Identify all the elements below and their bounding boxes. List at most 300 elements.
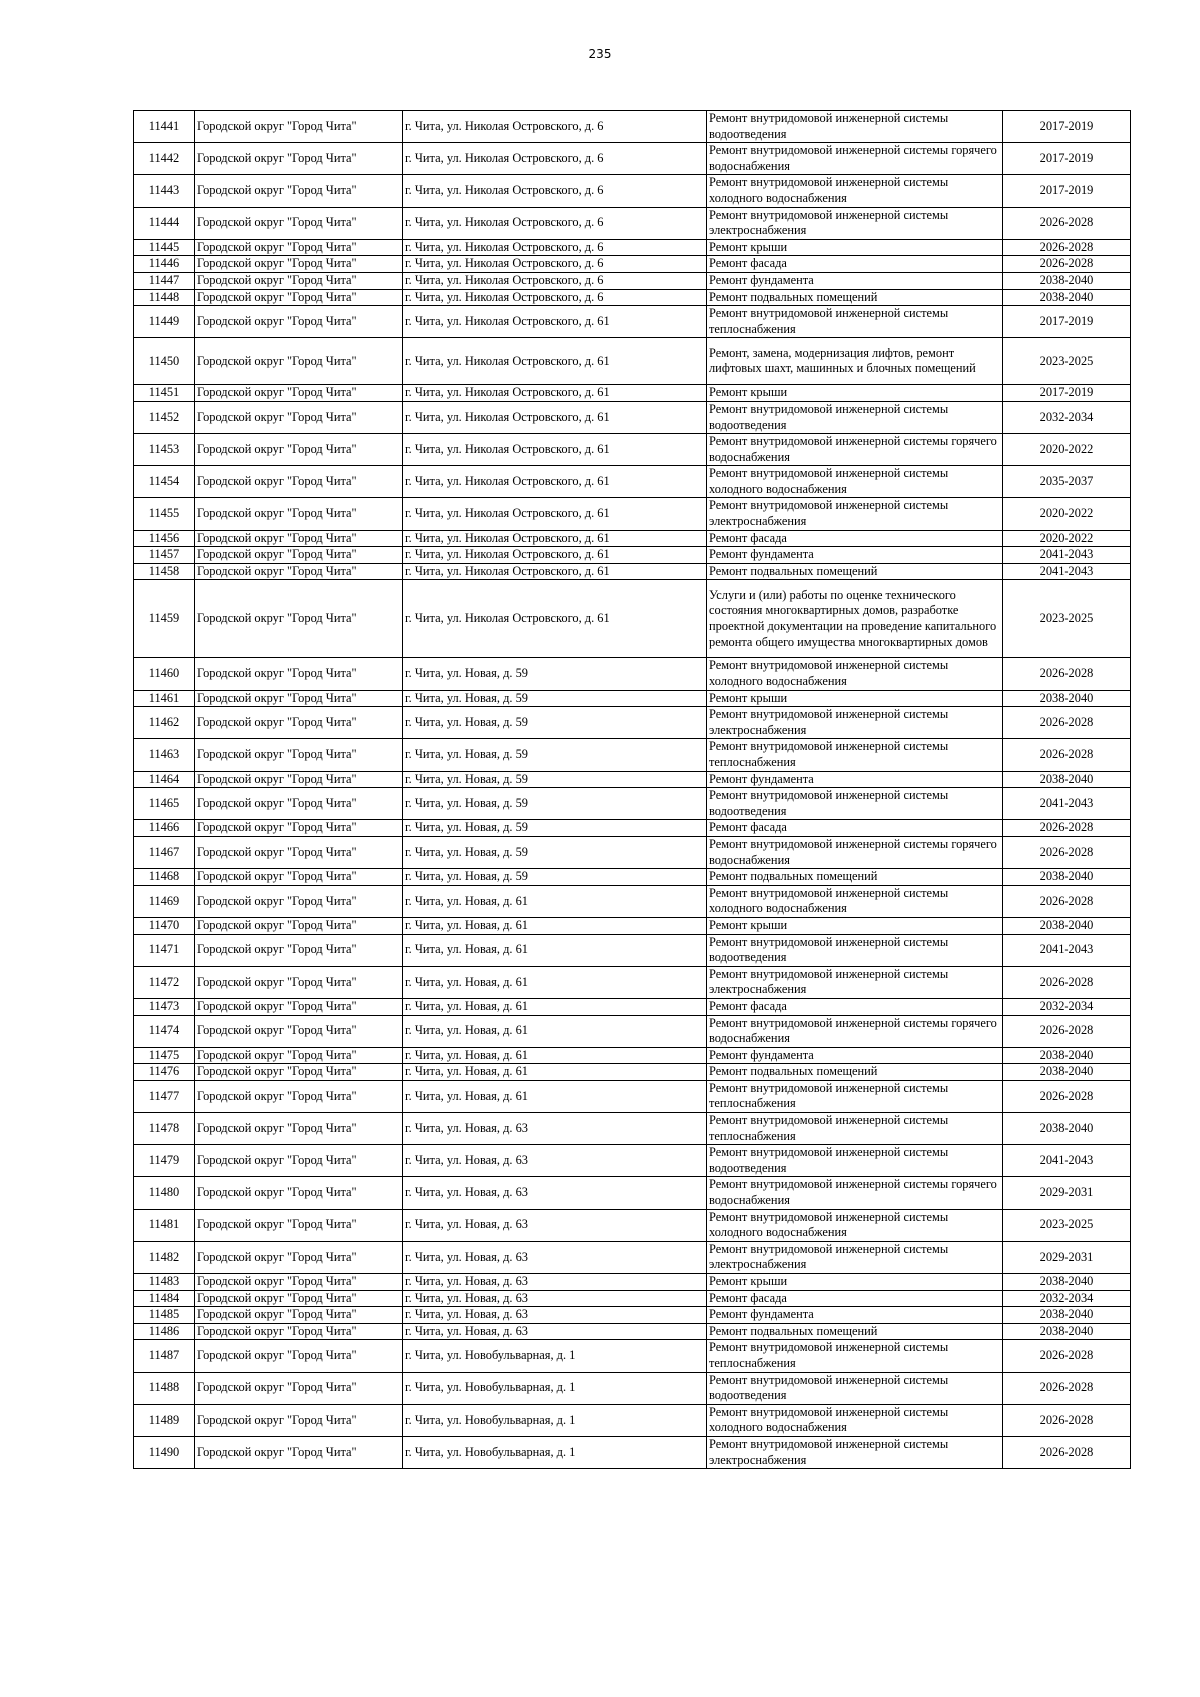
cell-period: 2041-2043 xyxy=(1003,563,1131,580)
cell-address: г. Чита, ул. Николая Островского, д. 6 xyxy=(403,239,707,256)
cell-record-number: 11478 xyxy=(134,1113,195,1145)
cell-address: г. Чита, ул. Николая Островского, д. 6 xyxy=(403,207,707,239)
cell-work-type: Ремонт внутридомовой инженерной системы холодного водоснабжения xyxy=(707,658,1003,690)
cell-municipality: Городской округ "Город Чита" xyxy=(195,1080,403,1112)
cell-municipality: Городской округ "Город Чита" xyxy=(195,530,403,547)
table-row xyxy=(134,690,1131,707)
cell-municipality: Городской округ "Город Чита" xyxy=(195,239,403,256)
cell-period: 2038-2040 xyxy=(1003,1064,1131,1081)
cell-period: 2026-2028 xyxy=(1003,885,1131,917)
cell-work-type: Ремонт внутридомовой инженерной системы водоотведения xyxy=(707,934,1003,966)
cell-municipality: Городской округ "Город Чита" xyxy=(195,580,403,658)
cell-record-number: 11455 xyxy=(134,498,195,530)
cell-period: 2026-2028 xyxy=(1003,739,1131,771)
table-row xyxy=(134,580,1131,658)
cell-work-type: Ремонт внутридомовой инженерной системы водоотведения xyxy=(707,111,1003,143)
cell-municipality: Городской округ "Город Чита" xyxy=(195,788,403,820)
cell-period: 2017-2019 xyxy=(1003,175,1131,207)
cell-address: г. Чита, ул. Новая, д. 61 xyxy=(403,934,707,966)
cell-period: 2032-2034 xyxy=(1003,1290,1131,1307)
table-row xyxy=(134,530,1131,547)
cell-work-type: Ремонт внутридомовой инженерной системы теплоснабжения xyxy=(707,739,1003,771)
table-row xyxy=(134,1323,1131,1340)
table-row xyxy=(134,1307,1131,1324)
cell-address: г. Чита, ул. Николая Островского, д. 61 xyxy=(403,498,707,530)
cell-municipality: Городской округ "Город Чита" xyxy=(195,966,403,998)
cell-period: 2029-2031 xyxy=(1003,1241,1131,1273)
cell-record-number: 11472 xyxy=(134,966,195,998)
cell-address: г. Чита, ул. Новая, д. 63 xyxy=(403,1323,707,1340)
cell-record-number: 11467 xyxy=(134,836,195,868)
cell-period: 2017-2019 xyxy=(1003,385,1131,402)
cell-municipality: Городской округ "Город Чита" xyxy=(195,1404,403,1436)
table-row xyxy=(134,498,1131,530)
table-row xyxy=(134,885,1131,917)
cell-work-type: Ремонт внутридомовой инженерной системы электроснабжения xyxy=(707,707,1003,739)
cell-address: г. Чита, ул. Новобульварная, д. 1 xyxy=(403,1340,707,1372)
cell-address: г. Чита, ул. Новая, д. 59 xyxy=(403,690,707,707)
cell-period: 2038-2040 xyxy=(1003,1113,1131,1145)
table-row xyxy=(134,434,1131,466)
cell-address: г. Чита, ул. Николая Островского, д. 6 xyxy=(403,175,707,207)
table-row xyxy=(134,820,1131,837)
cell-record-number: 11470 xyxy=(134,917,195,934)
cell-work-type: Ремонт, замена, модернизация лифтов, ремонт лифтовых шахт, машинных и блочных помещений xyxy=(707,338,1003,385)
cell-record-number: 11487 xyxy=(134,1340,195,1372)
cell-work-type: Ремонт внутридомовой инженерной системы горячего водоснабжения xyxy=(707,1177,1003,1209)
cell-record-number: 11468 xyxy=(134,869,195,886)
table-row xyxy=(134,207,1131,239)
cell-municipality: Городской округ "Город Чита" xyxy=(195,256,403,273)
cell-period: 2017-2019 xyxy=(1003,306,1131,338)
cell-record-number: 11441 xyxy=(134,111,195,143)
cell-record-number: 11489 xyxy=(134,1404,195,1436)
cell-municipality: Городской округ "Город Чита" xyxy=(195,547,403,564)
cell-address: г. Чита, ул. Николая Островского, д. 6 xyxy=(403,289,707,306)
cell-address: г. Чита, ул. Новая, д. 61 xyxy=(403,1064,707,1081)
cell-record-number: 11486 xyxy=(134,1323,195,1340)
cell-address: г. Чита, ул. Новая, д. 63 xyxy=(403,1145,707,1177)
cell-period: 2026-2028 xyxy=(1003,707,1131,739)
page-number: 235 xyxy=(588,47,612,61)
cell-record-number: 11442 xyxy=(134,143,195,175)
cell-address: г. Чита, ул. Новая, д. 61 xyxy=(403,1015,707,1047)
cell-municipality: Городской округ "Город Чита" xyxy=(195,771,403,788)
cell-municipality: Городской округ "Город Чита" xyxy=(195,498,403,530)
cell-municipality: Городской округ "Город Чита" xyxy=(195,434,403,466)
cell-address: г. Чита, ул. Новая, д. 61 xyxy=(403,966,707,998)
cell-work-type: Ремонт крыши xyxy=(707,385,1003,402)
cell-address: г. Чита, ул. Новая, д. 63 xyxy=(403,1290,707,1307)
cell-address: г. Чита, ул. Николая Островского, д. 61 xyxy=(403,530,707,547)
cell-municipality: Городской округ "Город Чита" xyxy=(195,1241,403,1273)
table-row xyxy=(134,1080,1131,1112)
table-row xyxy=(134,1404,1131,1436)
cell-municipality: Городской округ "Город Чита" xyxy=(195,820,403,837)
cell-address: г. Чита, ул. Новая, д. 61 xyxy=(403,1047,707,1064)
cell-period: 2038-2040 xyxy=(1003,690,1131,707)
table-row xyxy=(134,998,1131,1015)
cell-period: 2026-2028 xyxy=(1003,239,1131,256)
cell-address: г. Чита, ул. Николая Островского, д. 61 xyxy=(403,306,707,338)
cell-municipality: Городской округ "Город Чита" xyxy=(195,1274,403,1291)
table-row xyxy=(134,289,1131,306)
cell-address: г. Чита, ул. Николая Островского, д. 61 xyxy=(403,563,707,580)
cell-work-type: Ремонт подвальных помещений xyxy=(707,563,1003,580)
cell-work-type: Ремонт внутридомовой инженерной системы водоотведения xyxy=(707,401,1003,433)
cell-period: 2026-2028 xyxy=(1003,1372,1131,1404)
cell-municipality: Городской округ "Город Чита" xyxy=(195,836,403,868)
cell-period: 2041-2043 xyxy=(1003,1145,1131,1177)
cell-address: г. Чита, ул. Николая Островского, д. 6 xyxy=(403,111,707,143)
cell-period: 2041-2043 xyxy=(1003,934,1131,966)
cell-record-number: 11444 xyxy=(134,207,195,239)
cell-record-number: 11485 xyxy=(134,1307,195,1324)
cell-work-type: Ремонт внутридомовой инженерной системы горячего водоснабжения xyxy=(707,143,1003,175)
cell-municipality: Городской округ "Город Чита" xyxy=(195,1145,403,1177)
table-row xyxy=(134,143,1131,175)
cell-address: г. Чита, ул. Николая Островского, д. 61 xyxy=(403,547,707,564)
cell-municipality: Городской округ "Город Чита" xyxy=(195,401,403,433)
cell-period: 2038-2040 xyxy=(1003,1274,1131,1291)
cell-work-type: Ремонт внутридомовой инженерной системы электроснабжения xyxy=(707,1436,1003,1468)
table-row xyxy=(134,788,1131,820)
cell-work-type: Ремонт внутридомовой инженерной системы водоотведения xyxy=(707,1372,1003,1404)
cell-municipality: Городской округ "Город Чита" xyxy=(195,207,403,239)
cell-record-number: 11443 xyxy=(134,175,195,207)
cell-municipality: Городской округ "Город Чита" xyxy=(195,869,403,886)
cell-municipality: Городской округ "Город Чита" xyxy=(195,1209,403,1241)
cell-period: 2041-2043 xyxy=(1003,788,1131,820)
table-row xyxy=(134,1209,1131,1241)
cell-period: 2026-2028 xyxy=(1003,1015,1131,1047)
table-body xyxy=(134,111,1131,1469)
cell-period: 2026-2028 xyxy=(1003,207,1131,239)
cell-period: 2023-2025 xyxy=(1003,338,1131,385)
cell-record-number: 11447 xyxy=(134,272,195,289)
cell-address: г. Чита, ул. Новобульварная, д. 1 xyxy=(403,1436,707,1468)
table-row xyxy=(134,547,1131,564)
cell-address: г. Чита, ул. Николая Островского, д. 6 xyxy=(403,143,707,175)
cell-period: 2026-2028 xyxy=(1003,836,1131,868)
cell-address: г. Чита, ул. Новая, д. 59 xyxy=(403,739,707,771)
cell-work-type: Ремонт внутридомовой инженерной системы теплоснабжения xyxy=(707,1080,1003,1112)
cell-address: г. Чита, ул. Новобульварная, д. 1 xyxy=(403,1372,707,1404)
cell-work-type: Ремонт фундамента xyxy=(707,547,1003,564)
cell-municipality: Городской округ "Город Чита" xyxy=(195,885,403,917)
cell-period: 2032-2034 xyxy=(1003,401,1131,433)
cell-address: г. Чита, ул. Новая, д. 59 xyxy=(403,788,707,820)
cell-address: г. Чита, ул. Новая, д. 63 xyxy=(403,1113,707,1145)
cell-municipality: Городской округ "Город Чита" xyxy=(195,934,403,966)
cell-record-number: 11475 xyxy=(134,1047,195,1064)
cell-address: г. Чита, ул. Новая, д. 59 xyxy=(403,658,707,690)
cell-address: г. Чита, ул. Новая, д. 63 xyxy=(403,1241,707,1273)
table-row xyxy=(134,836,1131,868)
cell-address: г. Чита, ул. Николая Островского, д. 6 xyxy=(403,256,707,273)
table-row xyxy=(134,1064,1131,1081)
cell-work-type: Ремонт крыши xyxy=(707,1274,1003,1291)
cell-record-number: 11482 xyxy=(134,1241,195,1273)
cell-record-number: 11458 xyxy=(134,563,195,580)
cell-address: г. Чита, ул. Новая, д. 61 xyxy=(403,917,707,934)
table-row xyxy=(134,111,1131,143)
cell-work-type: Ремонт крыши xyxy=(707,239,1003,256)
table-row xyxy=(134,1015,1131,1047)
cell-period: 2026-2028 xyxy=(1003,1436,1131,1468)
cell-record-number: 11450 xyxy=(134,338,195,385)
cell-work-type: Ремонт внутридомовой инженерной системы электроснабжения xyxy=(707,966,1003,998)
cell-municipality: Городской округ "Город Чита" xyxy=(195,739,403,771)
cell-work-type: Ремонт подвальных помещений xyxy=(707,869,1003,886)
cell-work-type: Ремонт подвальных помещений xyxy=(707,1064,1003,1081)
cell-period: 2038-2040 xyxy=(1003,1307,1131,1324)
cell-period: 2038-2040 xyxy=(1003,289,1131,306)
cell-record-number: 11451 xyxy=(134,385,195,402)
cell-work-type: Ремонт внутридомовой инженерной системы холодного водоснабжения xyxy=(707,466,1003,498)
cell-address: г. Чита, ул. Николая Островского, д. 61 xyxy=(403,401,707,433)
cell-address: г. Чита, ул. Новая, д. 59 xyxy=(403,836,707,868)
cell-municipality: Городской округ "Город Чита" xyxy=(195,1064,403,1081)
cell-address: г. Чита, ул. Николая Островского, д. 61 xyxy=(403,385,707,402)
cell-record-number: 11471 xyxy=(134,934,195,966)
cell-period: 2020-2022 xyxy=(1003,530,1131,547)
cell-work-type: Ремонт фасада xyxy=(707,820,1003,837)
table-row xyxy=(134,401,1131,433)
cell-work-type: Ремонт фасада xyxy=(707,530,1003,547)
cell-period: 2038-2040 xyxy=(1003,1323,1131,1340)
cell-address: г. Чита, ул. Новая, д. 59 xyxy=(403,820,707,837)
table-row xyxy=(134,1436,1131,1468)
cell-address: г. Чита, ул. Новая, д. 63 xyxy=(403,1274,707,1291)
cell-address: г. Чита, ул. Новобульварная, д. 1 xyxy=(403,1404,707,1436)
cell-work-type: Ремонт внутридомовой инженерной системы электроснабжения xyxy=(707,1241,1003,1273)
cell-record-number: 11479 xyxy=(134,1145,195,1177)
cell-municipality: Городской округ "Город Чита" xyxy=(195,1307,403,1324)
cell-address: г. Чита, ул. Новая, д. 63 xyxy=(403,1177,707,1209)
cell-address: г. Чита, ул. Николая Островского, д. 6 xyxy=(403,272,707,289)
cell-record-number: 11469 xyxy=(134,885,195,917)
cell-municipality: Городской округ "Город Чита" xyxy=(195,289,403,306)
table-row xyxy=(134,966,1131,998)
cell-record-number: 11462 xyxy=(134,707,195,739)
cell-period: 2026-2028 xyxy=(1003,820,1131,837)
cell-municipality: Городской округ "Город Чита" xyxy=(195,690,403,707)
table-row xyxy=(134,385,1131,402)
cell-municipality: Городской округ "Город Чита" xyxy=(195,563,403,580)
cell-municipality: Городской округ "Город Чита" xyxy=(195,1436,403,1468)
cell-period: 2020-2022 xyxy=(1003,434,1131,466)
cell-work-type: Ремонт фундамента xyxy=(707,1047,1003,1064)
cell-period: 2038-2040 xyxy=(1003,869,1131,886)
table-row xyxy=(134,256,1131,273)
cell-period: 2038-2040 xyxy=(1003,1047,1131,1064)
cell-work-type: Ремонт крыши xyxy=(707,917,1003,934)
cell-work-type: Ремонт фасада xyxy=(707,256,1003,273)
cell-record-number: 11464 xyxy=(134,771,195,788)
cell-address: г. Чита, ул. Николая Островского, д. 61 xyxy=(403,466,707,498)
table-row xyxy=(134,1340,1131,1372)
cell-period: 2026-2028 xyxy=(1003,966,1131,998)
table-row xyxy=(134,563,1131,580)
cell-period: 2017-2019 xyxy=(1003,143,1131,175)
cell-work-type: Ремонт фундамента xyxy=(707,1307,1003,1324)
cell-record-number: 11453 xyxy=(134,434,195,466)
cell-record-number: 11454 xyxy=(134,466,195,498)
cell-record-number: 11449 xyxy=(134,306,195,338)
cell-address: г. Чита, ул. Новая, д. 59 xyxy=(403,771,707,788)
cell-municipality: Городской округ "Город Чита" xyxy=(195,658,403,690)
cell-period: 2020-2022 xyxy=(1003,498,1131,530)
table-row xyxy=(134,338,1131,385)
cell-period: 2026-2028 xyxy=(1003,1340,1131,1372)
cell-work-type: Ремонт внутридомовой инженерной системы водоотведения xyxy=(707,1145,1003,1177)
cell-work-type: Ремонт внутридомовой инженерной системы холодного водоснабжения xyxy=(707,175,1003,207)
cell-work-type: Ремонт внутридомовой инженерной системы теплоснабжения xyxy=(707,306,1003,338)
table-row xyxy=(134,934,1131,966)
cell-municipality: Городской округ "Город Чита" xyxy=(195,1340,403,1372)
cell-record-number: 11483 xyxy=(134,1274,195,1291)
cell-record-number: 11484 xyxy=(134,1290,195,1307)
table-row xyxy=(134,1274,1131,1291)
cell-record-number: 11452 xyxy=(134,401,195,433)
table-row xyxy=(134,917,1131,934)
cell-municipality: Городской округ "Город Чита" xyxy=(195,707,403,739)
cell-period: 2035-2037 xyxy=(1003,466,1131,498)
cell-work-type: Ремонт крыши xyxy=(707,690,1003,707)
table-row xyxy=(134,272,1131,289)
cell-work-type: Ремонт подвальных помещений xyxy=(707,289,1003,306)
cell-period: 2029-2031 xyxy=(1003,1177,1131,1209)
table-row xyxy=(134,306,1131,338)
cell-period: 2026-2028 xyxy=(1003,1404,1131,1436)
cell-work-type: Ремонт внутридомовой инженерной системы холодного водоснабжения xyxy=(707,1209,1003,1241)
cell-period: 2032-2034 xyxy=(1003,998,1131,1015)
cell-municipality: Городской округ "Город Чита" xyxy=(195,338,403,385)
table-row xyxy=(134,869,1131,886)
cell-work-type: Ремонт внутридомовой инженерной системы горячего водоснабжения xyxy=(707,836,1003,868)
cell-work-type: Ремонт внутридомовой инженерной системы теплоснабжения xyxy=(707,1340,1003,1372)
table-row xyxy=(134,658,1131,690)
cell-municipality: Городской округ "Город Чита" xyxy=(195,917,403,934)
cell-municipality: Городской округ "Город Чита" xyxy=(195,143,403,175)
cell-work-type: Ремонт подвальных помещений xyxy=(707,1323,1003,1340)
table-row xyxy=(134,239,1131,256)
cell-address: г. Чита, ул. Николая Островского, д. 61 xyxy=(403,580,707,658)
cell-record-number: 11466 xyxy=(134,820,195,837)
cell-record-number: 11473 xyxy=(134,998,195,1015)
cell-work-type: Ремонт внутридомовой инженерной системы горячего водоснабжения xyxy=(707,1015,1003,1047)
cell-municipality: Городской округ "Город Чита" xyxy=(195,175,403,207)
cell-work-type: Ремонт внутридомовой инженерной системы водоотведения xyxy=(707,788,1003,820)
cell-municipality: Городской округ "Город Чита" xyxy=(195,1047,403,1064)
cell-address: г. Чита, ул. Николая Островского, д. 61 xyxy=(403,338,707,385)
cell-work-type: Ремонт внутридомовой инженерной системы горячего водоснабжения xyxy=(707,434,1003,466)
cell-period: 2026-2028 xyxy=(1003,1080,1131,1112)
cell-work-type: Ремонт внутридомовой инженерной системы теплоснабжения xyxy=(707,1113,1003,1145)
cell-record-number: 11448 xyxy=(134,289,195,306)
cell-municipality: Городской округ "Город Чита" xyxy=(195,272,403,289)
cell-period: 2017-2019 xyxy=(1003,111,1131,143)
cell-municipality: Городской округ "Город Чита" xyxy=(195,306,403,338)
table-row xyxy=(134,1145,1131,1177)
table-row xyxy=(134,1047,1131,1064)
table-row xyxy=(134,1177,1131,1209)
cell-period: 2023-2025 xyxy=(1003,1209,1131,1241)
cell-record-number: 11465 xyxy=(134,788,195,820)
cell-municipality: Городской округ "Город Чита" xyxy=(195,385,403,402)
cell-record-number: 11460 xyxy=(134,658,195,690)
cell-record-number: 11459 xyxy=(134,580,195,658)
cell-period: 2026-2028 xyxy=(1003,256,1131,273)
table-row xyxy=(134,739,1131,771)
cell-municipality: Городской округ "Город Чита" xyxy=(195,1372,403,1404)
table-row xyxy=(134,1372,1131,1404)
cell-record-number: 11461 xyxy=(134,690,195,707)
cell-record-number: 11456 xyxy=(134,530,195,547)
cell-work-type: Ремонт фундамента xyxy=(707,272,1003,289)
cell-address: г. Чита, ул. Новая, д. 61 xyxy=(403,998,707,1015)
cell-municipality: Городской округ "Город Чита" xyxy=(195,466,403,498)
table-row xyxy=(134,1241,1131,1273)
cell-record-number: 11476 xyxy=(134,1064,195,1081)
cell-record-number: 11457 xyxy=(134,547,195,564)
cell-record-number: 11490 xyxy=(134,1436,195,1468)
cell-work-type: Ремонт фундамента xyxy=(707,771,1003,788)
cell-period: 2038-2040 xyxy=(1003,272,1131,289)
cell-municipality: Городской округ "Город Чита" xyxy=(195,1323,403,1340)
cell-record-number: 11481 xyxy=(134,1209,195,1241)
cell-work-type: Ремонт внутридомовой инженерной системы электроснабжения xyxy=(707,498,1003,530)
cell-address: г. Чита, ул. Новая, д. 61 xyxy=(403,885,707,917)
table-row xyxy=(134,707,1131,739)
table-row xyxy=(134,466,1131,498)
cell-record-number: 11445 xyxy=(134,239,195,256)
cell-municipality: Городской округ "Город Чита" xyxy=(195,1015,403,1047)
table-row xyxy=(134,771,1131,788)
cell-record-number: 11463 xyxy=(134,739,195,771)
cell-work-type: Ремонт внутридомовой инженерной системы холодного водоснабжения xyxy=(707,885,1003,917)
table-row xyxy=(134,1113,1131,1145)
table-row xyxy=(134,1290,1131,1307)
cell-address: г. Чита, ул. Новая, д. 61 xyxy=(403,1080,707,1112)
cell-period: 2041-2043 xyxy=(1003,547,1131,564)
cell-record-number: 11446 xyxy=(134,256,195,273)
cell-period: 2026-2028 xyxy=(1003,658,1131,690)
cell-municipality: Городской округ "Город Чита" xyxy=(195,1177,403,1209)
cell-address: г. Чита, ул. Новая, д. 59 xyxy=(403,707,707,739)
cell-municipality: Городской округ "Город Чита" xyxy=(195,998,403,1015)
cell-record-number: 11477 xyxy=(134,1080,195,1112)
cell-period: 2038-2040 xyxy=(1003,771,1131,788)
repair-schedule-table xyxy=(133,110,1131,1469)
cell-municipality: Городской округ "Город Чита" xyxy=(195,111,403,143)
cell-record-number: 11480 xyxy=(134,1177,195,1209)
cell-address: г. Чита, ул. Николая Островского, д. 61 xyxy=(403,434,707,466)
cell-work-type: Ремонт внутридомовой инженерной системы электроснабжения xyxy=(707,207,1003,239)
cell-period: 2038-2040 xyxy=(1003,917,1131,934)
cell-record-number: 11488 xyxy=(134,1372,195,1404)
cell-address: г. Чита, ул. Новая, д. 63 xyxy=(403,1209,707,1241)
table-row xyxy=(134,175,1131,207)
cell-address: г. Чита, ул. Новая, д. 59 xyxy=(403,869,707,886)
cell-work-type: Ремонт внутридомовой инженерной системы холодного водоснабжения xyxy=(707,1404,1003,1436)
cell-period: 2023-2025 xyxy=(1003,580,1131,658)
cell-address: г. Чита, ул. Новая, д. 63 xyxy=(403,1307,707,1324)
cell-work-type: Ремонт фасада xyxy=(707,998,1003,1015)
cell-work-type: Ремонт фасада xyxy=(707,1290,1003,1307)
cell-municipality: Городской округ "Город Чита" xyxy=(195,1113,403,1145)
